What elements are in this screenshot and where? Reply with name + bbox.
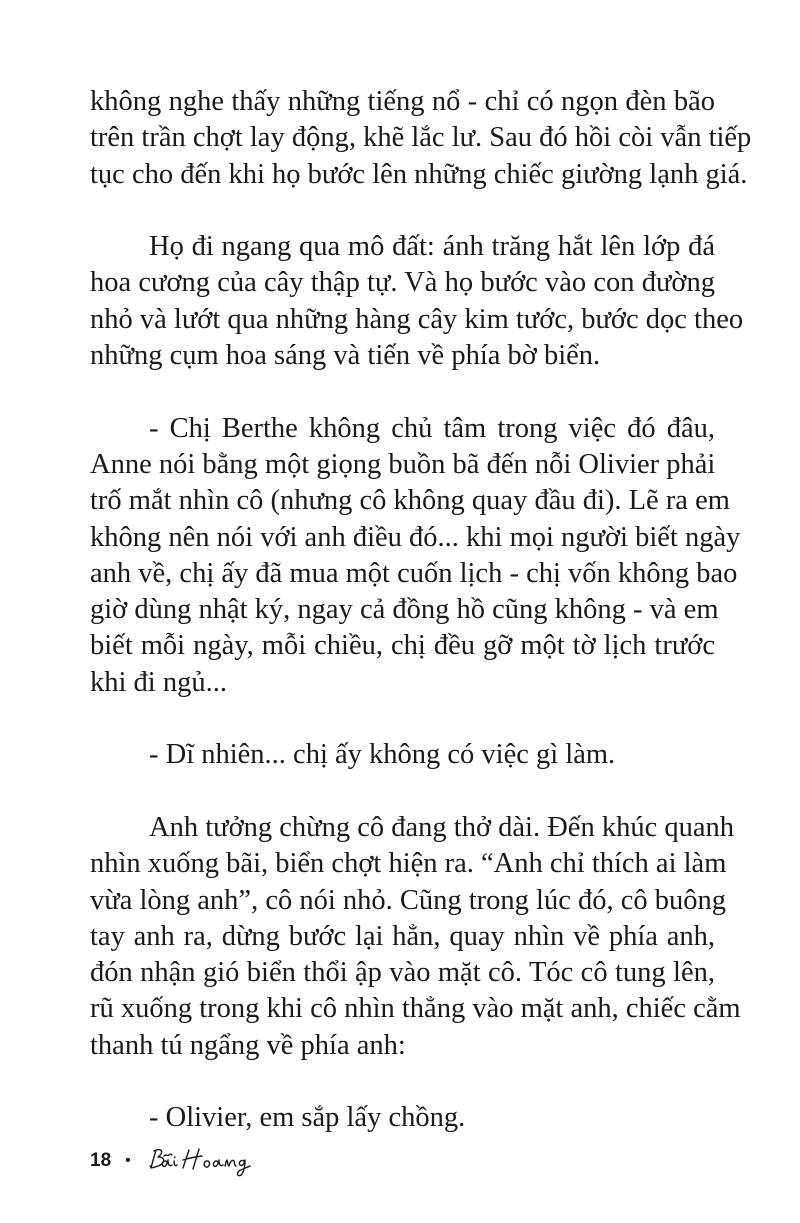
text-line: tay anh ra, dừng bước lại hẳn, quay nhìn về phía anh, <box>90 920 715 952</box>
book-title-signature <box>145 1144 255 1178</box>
paragraph-1 <box>90 84 752 193</box>
text-line: nhỏ và lướt qua những hàng cây kim tước, bước dọc theo <box>90 303 744 335</box>
text-line: trên trần chợt lay động, khẽ lắc lư. Sau đó hồi còi vẫn tiếp <box>90 122 752 154</box>
text-line: rũ xuống trong khi cô nhìn thẳng vào mặt anh, chiếc cằm <box>90 993 741 1025</box>
text-line: thanh tú ngẩng về phía anh: <box>90 1029 406 1061</box>
text-line: biết mỗi ngày, mỗi chiều, chị đều gỡ một tờ lịch trước <box>90 630 715 662</box>
text-line: Họ đi ngang qua mô đất: ánh trăng hắt lên lớp đá <box>149 231 715 263</box>
text-line: giờ dùng nhật ký, ngay cả đồng hồ cũng không - và em <box>90 594 719 626</box>
paragraph-3 <box>90 411 741 701</box>
paragraph-6 <box>90 1100 715 1136</box>
text-line: - Chị Berthe không chủ tâm trong việc đó đâu, <box>149 412 715 444</box>
text-line: nhìn xuống bãi, biển chợt hiện ra. “Anh chỉ thích ai làm <box>90 848 727 880</box>
paragraph-4 <box>90 737 715 773</box>
page-body <box>90 84 752 1173</box>
text-line: - Olivier, em sắp lấy chồng. <box>149 1102 466 1134</box>
text-line: không nghe thấy những tiếng nổ - chỉ có ngọn đèn bão <box>90 86 715 117</box>
text-line: anh về, chị ấy đã mua một cuốn lịch - chị vốn không bao <box>90 557 738 589</box>
text-line: - Dĩ nhiên... chị ấy không có việc gì làm. <box>149 739 616 771</box>
paragraph-2 <box>90 229 744 374</box>
text-line: khi đi ngủ... <box>90 666 227 698</box>
text-line: vừa lòng anh”, cô nói nhỏ. Cũng trong lúc đó, cô buông <box>90 884 727 916</box>
footer-separator: • <box>125 1152 131 1169</box>
text-line: những cụm hoa sáng và tiến về phía bờ biển. <box>90 340 601 372</box>
page-number: 18 <box>90 1150 112 1171</box>
text-line: trố mắt nhìn cô (nhưng cô không quay đầu đi). Lẽ ra em <box>90 485 730 517</box>
text-line: tục cho đến khi họ bước lên những chiếc giường lạnh giá. <box>90 158 748 190</box>
paragraph-5 <box>90 810 741 1064</box>
text-line: đón nhận gió biển thổi ập vào mặt cô. Tóc cô tung lên, <box>90 957 715 989</box>
text-line: không nên nói với anh điều đó... khi mọi người biết ngày <box>90 521 741 553</box>
text-line: hoa cương của cây thập tự. Và họ bước vào con đường <box>90 267 715 299</box>
text-line: Anh tưởng chừng cô đang thở dài. Đến khúc quanh <box>149 811 735 843</box>
text-line: Anne nói bằng một giọng buồn bã đến nỗi Olivier phải <box>90 448 716 480</box>
page-footer <box>90 1141 255 1181</box>
